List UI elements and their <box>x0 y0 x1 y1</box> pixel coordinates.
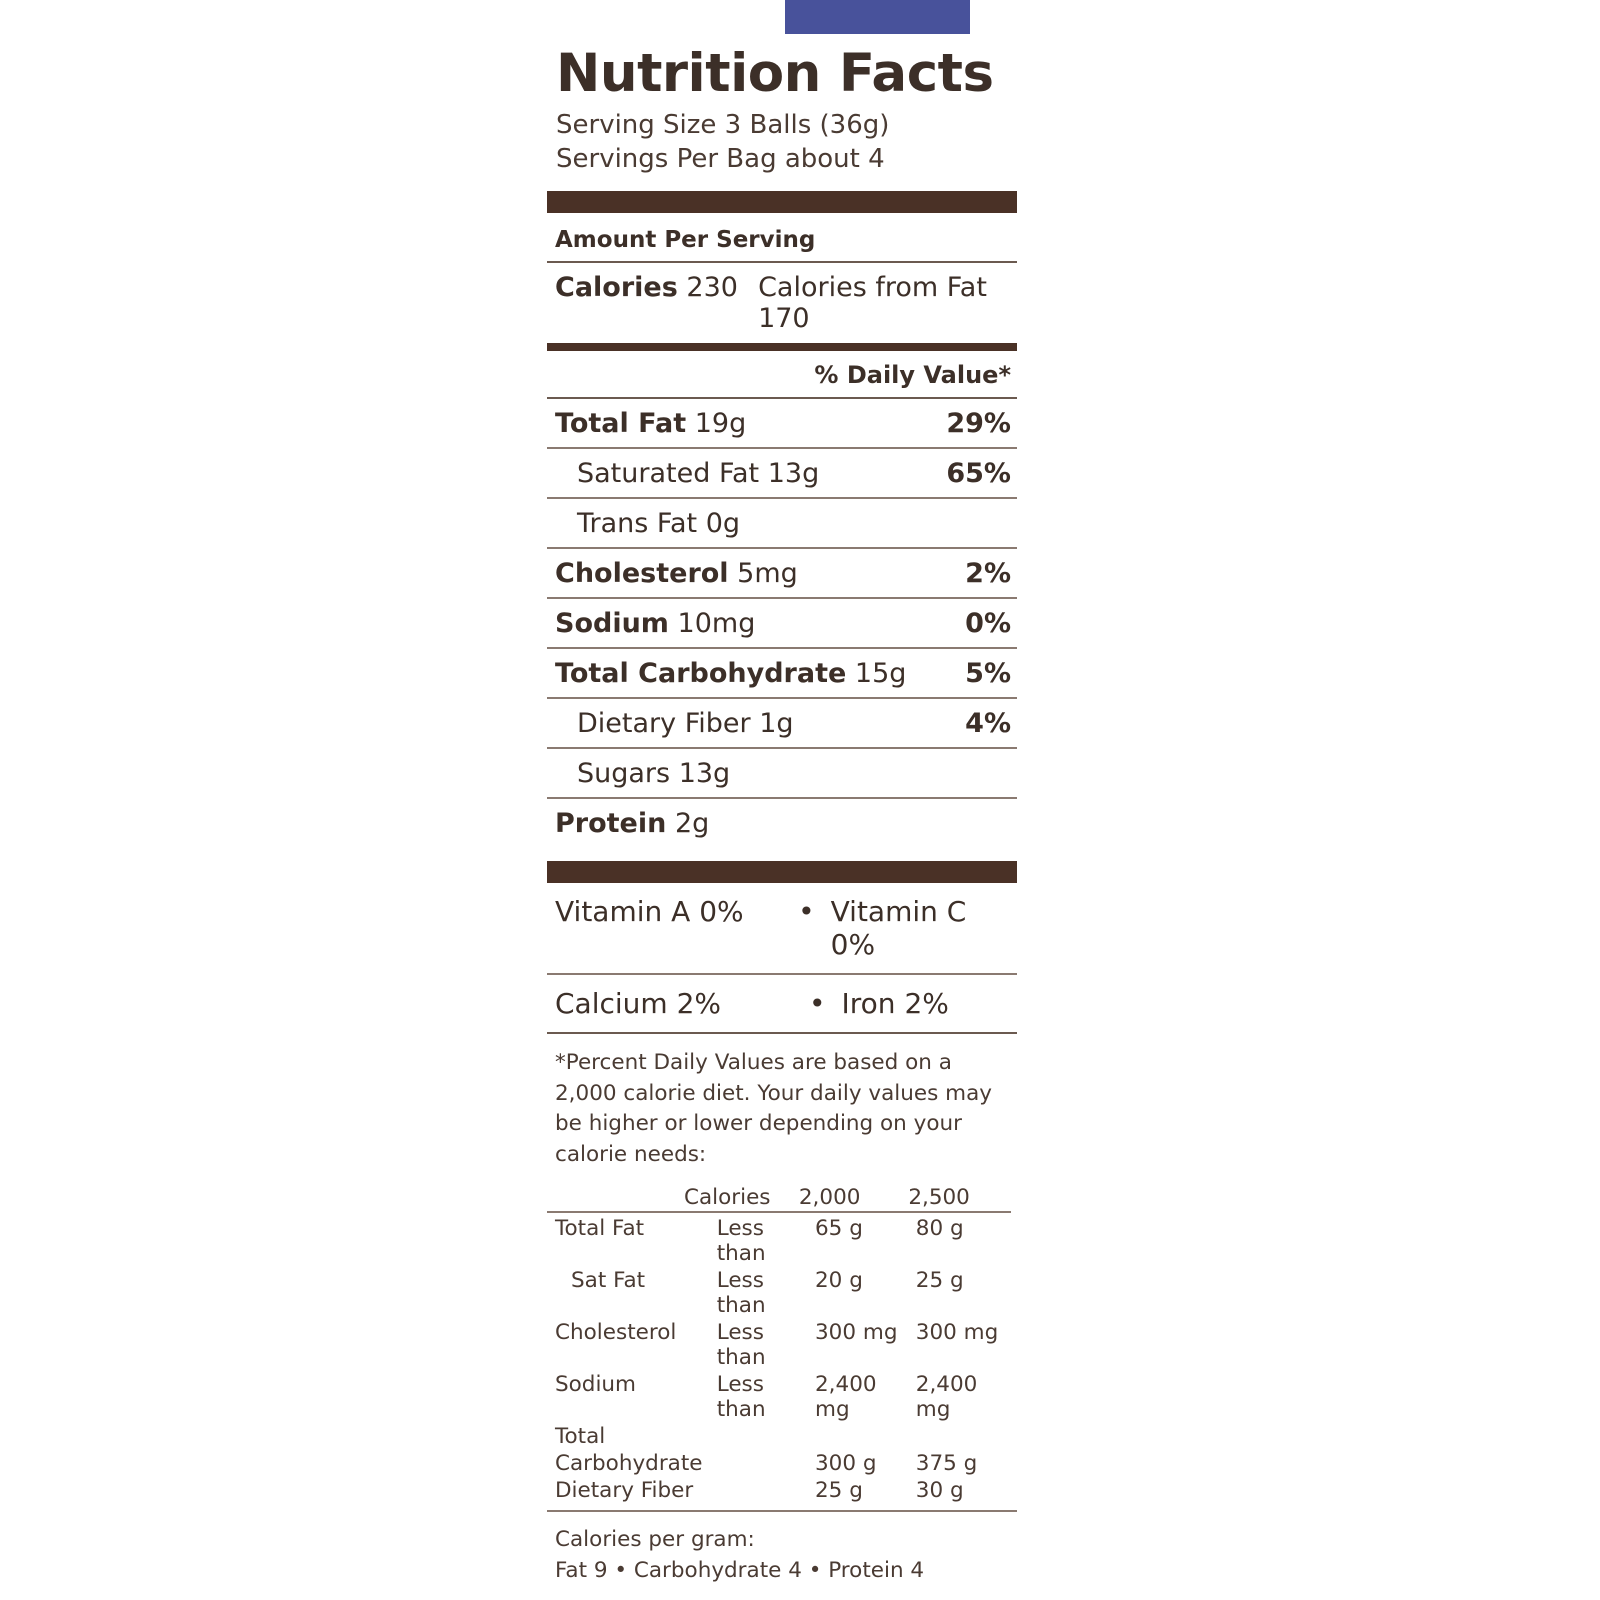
nutrient-row-trans-fat <box>547 499 1017 547</box>
nutrient-name: Protein <box>555 808 667 840</box>
servings-per-container: Servings Per Bag about 4 <box>556 144 885 175</box>
dv-row-2500: 300 mg <box>915 1320 999 1346</box>
dv-row-2000: 300 mg <box>815 1320 898 1346</box>
nutrient-amount: 0g <box>705 507 741 539</box>
package-top-tab <box>785 0 970 36</box>
nutrient-name-amount <box>555 408 746 439</box>
dv-row-less <box>717 1423 815 1450</box>
dv-row-label: Cholesterol <box>555 1320 677 1346</box>
calories-label: Calories <box>555 271 678 303</box>
nutrient-amount: 15g <box>854 658 907 690</box>
table-row <box>547 1371 1011 1423</box>
nutrient-amount: 19g <box>694 407 747 439</box>
dv-row-2500: 25 g <box>915 1268 964 1294</box>
divider-thick-top <box>547 191 1017 213</box>
daily-values-body <box>547 1215 1011 1504</box>
dv-row-2000: 300 g <box>815 1451 877 1477</box>
dv-row-less <box>717 1450 815 1477</box>
dv-row-2500 <box>916 1423 1011 1450</box>
serving-size: Serving Size 3 Balls (36g) <box>556 109 890 140</box>
dv-row-label: Total Fat <box>555 1216 645 1242</box>
divider-med-calories <box>547 343 1017 351</box>
calories-value: 230 <box>686 271 738 303</box>
nutrient-row-dietary-fiber <box>547 699 1017 747</box>
divider-thick-vitamins <box>547 861 1017 883</box>
table-row <box>547 1215 1011 1267</box>
dv-row-label: Sat Fat <box>571 1268 646 1294</box>
bullet-separator-icon: • <box>809 987 826 1021</box>
dv-row-less <box>717 1477 815 1504</box>
dv-row-2000: 65 g <box>815 1216 863 1242</box>
calories-per-gram-block <box>547 1512 1017 1596</box>
calories-from-fat: Calories from Fat 170 <box>758 271 987 334</box>
nutrient-name-amount <box>577 458 819 489</box>
calories-cell <box>555 272 758 303</box>
table-row <box>547 1423 1011 1450</box>
table-row <box>547 1267 1011 1319</box>
dv-row-less: Less than <box>716 1216 766 1267</box>
dv-row-label: Carbohydrate <box>555 1451 703 1477</box>
page-title: Nutrition Facts <box>556 43 994 104</box>
dv-row-2000: 25 g <box>815 1478 863 1504</box>
nutrient-dv: 0% <box>965 607 1011 639</box>
nutrient-name: Saturated Fat <box>577 457 760 489</box>
vitamin-a-value: Vitamin A 0% <box>555 895 744 929</box>
nutrient-name: Dietary Fiber <box>577 708 751 740</box>
iron-value: Iron 2% <box>841 987 949 1021</box>
nutrient-name-amount <box>555 808 709 839</box>
bullet-separator-icon: • <box>798 895 815 929</box>
col-header-2000: 2,000 <box>798 1185 861 1211</box>
nutrient-name: Trans Fat <box>577 507 698 539</box>
col-header-calories: Calories <box>683 1185 771 1211</box>
daily-values-table <box>547 1184 1011 1211</box>
nutrient-amount: 1g <box>759 708 794 740</box>
col-header-blank <box>547 1184 684 1211</box>
nutrient-name-amount <box>577 508 740 539</box>
nutrient-name: Total Carbohydrate <box>555 658 847 690</box>
nutrient-amount: 5mg <box>737 557 798 589</box>
dv-row-2000 <box>815 1423 916 1450</box>
table-row <box>547 1477 1011 1504</box>
nutrient-row-total-fat <box>547 399 1017 447</box>
dv-row-2000: 2,400 mg <box>815 1372 877 1423</box>
nutrient-dv: 5% <box>965 658 1011 690</box>
nutrition-facts-panel <box>547 34 1017 1596</box>
daily-values-table-wrap <box>547 1180 1017 1510</box>
nutrient-amount: 13g <box>678 758 731 790</box>
amount-per-serving-label: Amount Per Serving <box>555 226 816 253</box>
nutrient-amount: 10mg <box>677 607 756 639</box>
nutrient-name-amount <box>555 658 906 689</box>
nutrient-name-amount <box>577 708 794 739</box>
dv-row-2500: 80 g <box>915 1216 964 1242</box>
nutrient-name-amount <box>555 608 755 639</box>
daily-value-header: % Daily Value* <box>814 360 1011 389</box>
dv-row-label: Total <box>555 1424 606 1450</box>
dv-row-2500: 375 g <box>915 1451 978 1477</box>
nutrient-row-saturated-fat <box>547 449 1017 497</box>
dv-row-label: Dietary Fiber <box>555 1478 694 1504</box>
table-header-row <box>547 1184 1011 1211</box>
nutrient-amount: 2g <box>674 808 710 840</box>
table-row <box>547 1319 1011 1371</box>
dv-row-label: Sodium <box>555 1372 636 1398</box>
dv-row-2500: 30 g <box>915 1478 964 1504</box>
vitamin-row-calcium-iron <box>547 975 1017 1032</box>
nutrient-row-total-carbohydrate <box>547 649 1017 697</box>
vitamin-c-value: Vitamin C 0% <box>830 895 967 962</box>
calories-per-gram-title: Calories per gram: <box>555 1527 755 1553</box>
dv-row-2500: 2,400 mg <box>915 1372 978 1423</box>
nutrient-name: Sugars <box>577 758 671 790</box>
nutrient-row-sugars <box>547 749 1017 797</box>
nutrient-row-sodium <box>547 599 1017 647</box>
dv-row-less: Less than <box>716 1268 766 1319</box>
nutrient-dv: 4% <box>965 708 1011 740</box>
nutrient-dv: 2% <box>965 557 1011 589</box>
calcium-value: Calcium 2% <box>555 987 722 1021</box>
col-header-2500: 2,500 <box>908 1185 970 1211</box>
daily-value-footnote: *Percent Daily Values are based on a 2,000 calorie diet. Your daily values may be higher or lower depending on your calorie needs: <box>555 1050 992 1167</box>
nutrient-name-amount <box>577 758 730 789</box>
nutrient-dv: 29% <box>946 407 1011 439</box>
dv-row-2000: 20 g <box>815 1268 863 1294</box>
calories-per-gram-values: Fat 9 • Carbohydrate 4 • Protein 4 <box>555 1557 925 1583</box>
nutrient-name-amount <box>555 558 798 589</box>
nutrient-row-cholesterol <box>547 549 1017 597</box>
divider-dv-table <box>547 1211 1011 1213</box>
table-row <box>547 1450 1011 1477</box>
dv-row-less: Less than <box>716 1320 766 1371</box>
nutrient-row-protein <box>547 799 1017 847</box>
nutrient-name: Total Fat <box>555 407 687 439</box>
nutrient-name: Sodium <box>555 607 669 639</box>
nutrient-amount: 13g <box>767 457 820 489</box>
nutrient-dv: 65% <box>946 457 1011 489</box>
vitamin-row-a-c <box>547 883 1017 973</box>
nutrient-name: Cholesterol <box>555 557 729 589</box>
calories-row <box>547 263 1017 343</box>
dv-row-less: Less than <box>716 1372 766 1423</box>
